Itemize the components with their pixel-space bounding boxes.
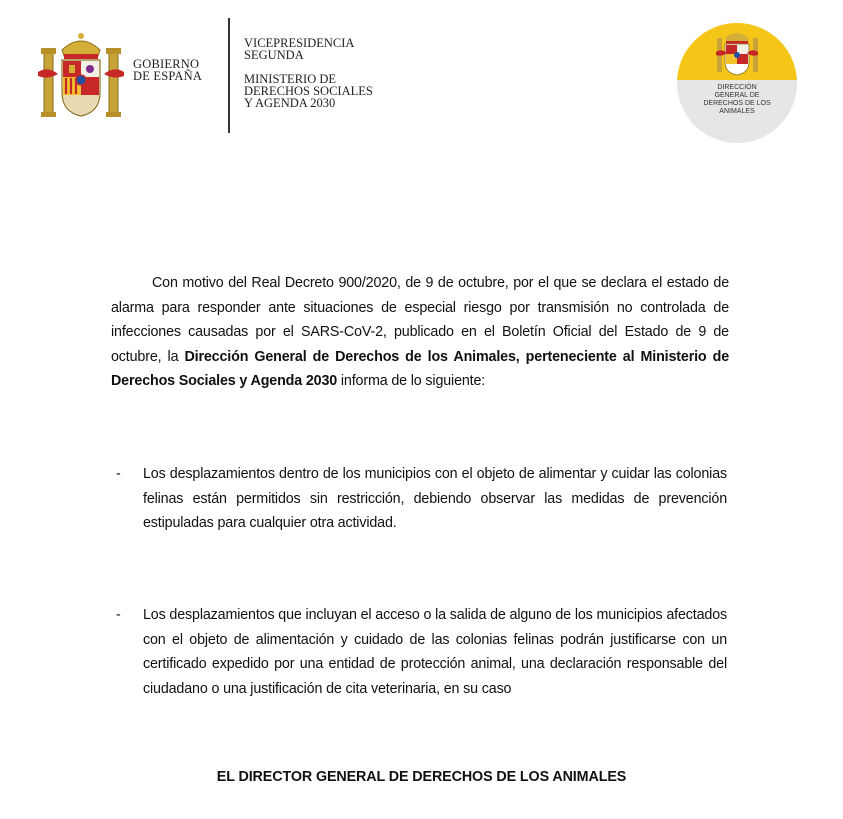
intro-text-end: informa de lo siguiente: — [337, 373, 486, 389]
badge-text — [676, 84, 798, 116]
badge-line: DIRECCIÓN — [717, 84, 757, 91]
intro-text: Con motivo del Real Decreto 900/2020, de 9 de octubre, por el que se declara el estado de alarma para responder ante situaciones de especial riesgo por transmisión no controlada de infecciones causadas por el SARS-CoV-2, publicado en el Boletín Oficial del Estado de 9 de octubre, la — [111, 275, 729, 365]
badge-line: ANIMALES — [719, 108, 755, 115]
direccion-general-badge — [676, 22, 798, 144]
ministerio-line: Y AGENDA 2030 — [244, 96, 336, 110]
bullet-marker: - — [116, 466, 121, 482]
bullet-item-2: Los desplazamientos que incluyan el acceso o la salida de alguno de los municipios afectados con el objeto de alimentación y cuidado de las colonias felinas podrán justificarse con un certificado expedido por una entidad de protección animal, una declaración responsable del ciudadano o una justificación de cita veterinaria, en su caso — [143, 607, 727, 697]
ministerio-line: DERECHOS SOCIALES — [244, 84, 373, 98]
badge-line: DERECHOS DE LOS — [703, 100, 771, 107]
intro-bold-text: Dirección General de Derechos de los Animales, perteneciente al Ministerio de Derechos Sociales y Agenda 2030 — [111, 348, 729, 389]
gobierno-line: DE ESPAÑA — [133, 69, 203, 83]
vicepresidencia-line: SEGUNDA — [244, 48, 304, 62]
vicepresidencia-line: VICEPRESIDENCIA — [244, 36, 355, 50]
header-divider — [228, 18, 230, 133]
bullet-marker: - — [116, 607, 121, 623]
intro-paragraph — [111, 271, 729, 394]
badge-line: GENERAL DE — [714, 92, 760, 99]
gobierno-label — [133, 58, 202, 82]
ministerio-line: MINISTERIO DE — [244, 72, 337, 86]
signoff-title: EL DIRECTOR GENERAL DE DERECHOS DE LOS ANIMALES — [216, 769, 627, 785]
ministry-label — [244, 37, 373, 109]
coat-of-arms-logo — [38, 30, 124, 120]
gobierno-line: GOBIERNO — [133, 57, 200, 71]
bullet-item-1: Los desplazamientos dentro de los municipios con el objeto de alimentar y cuidar las colonias felinas están permitidos sin restricción, debiendo observar las medidas de prevención estipuladas para cualquier otra actividad. — [143, 466, 727, 531]
